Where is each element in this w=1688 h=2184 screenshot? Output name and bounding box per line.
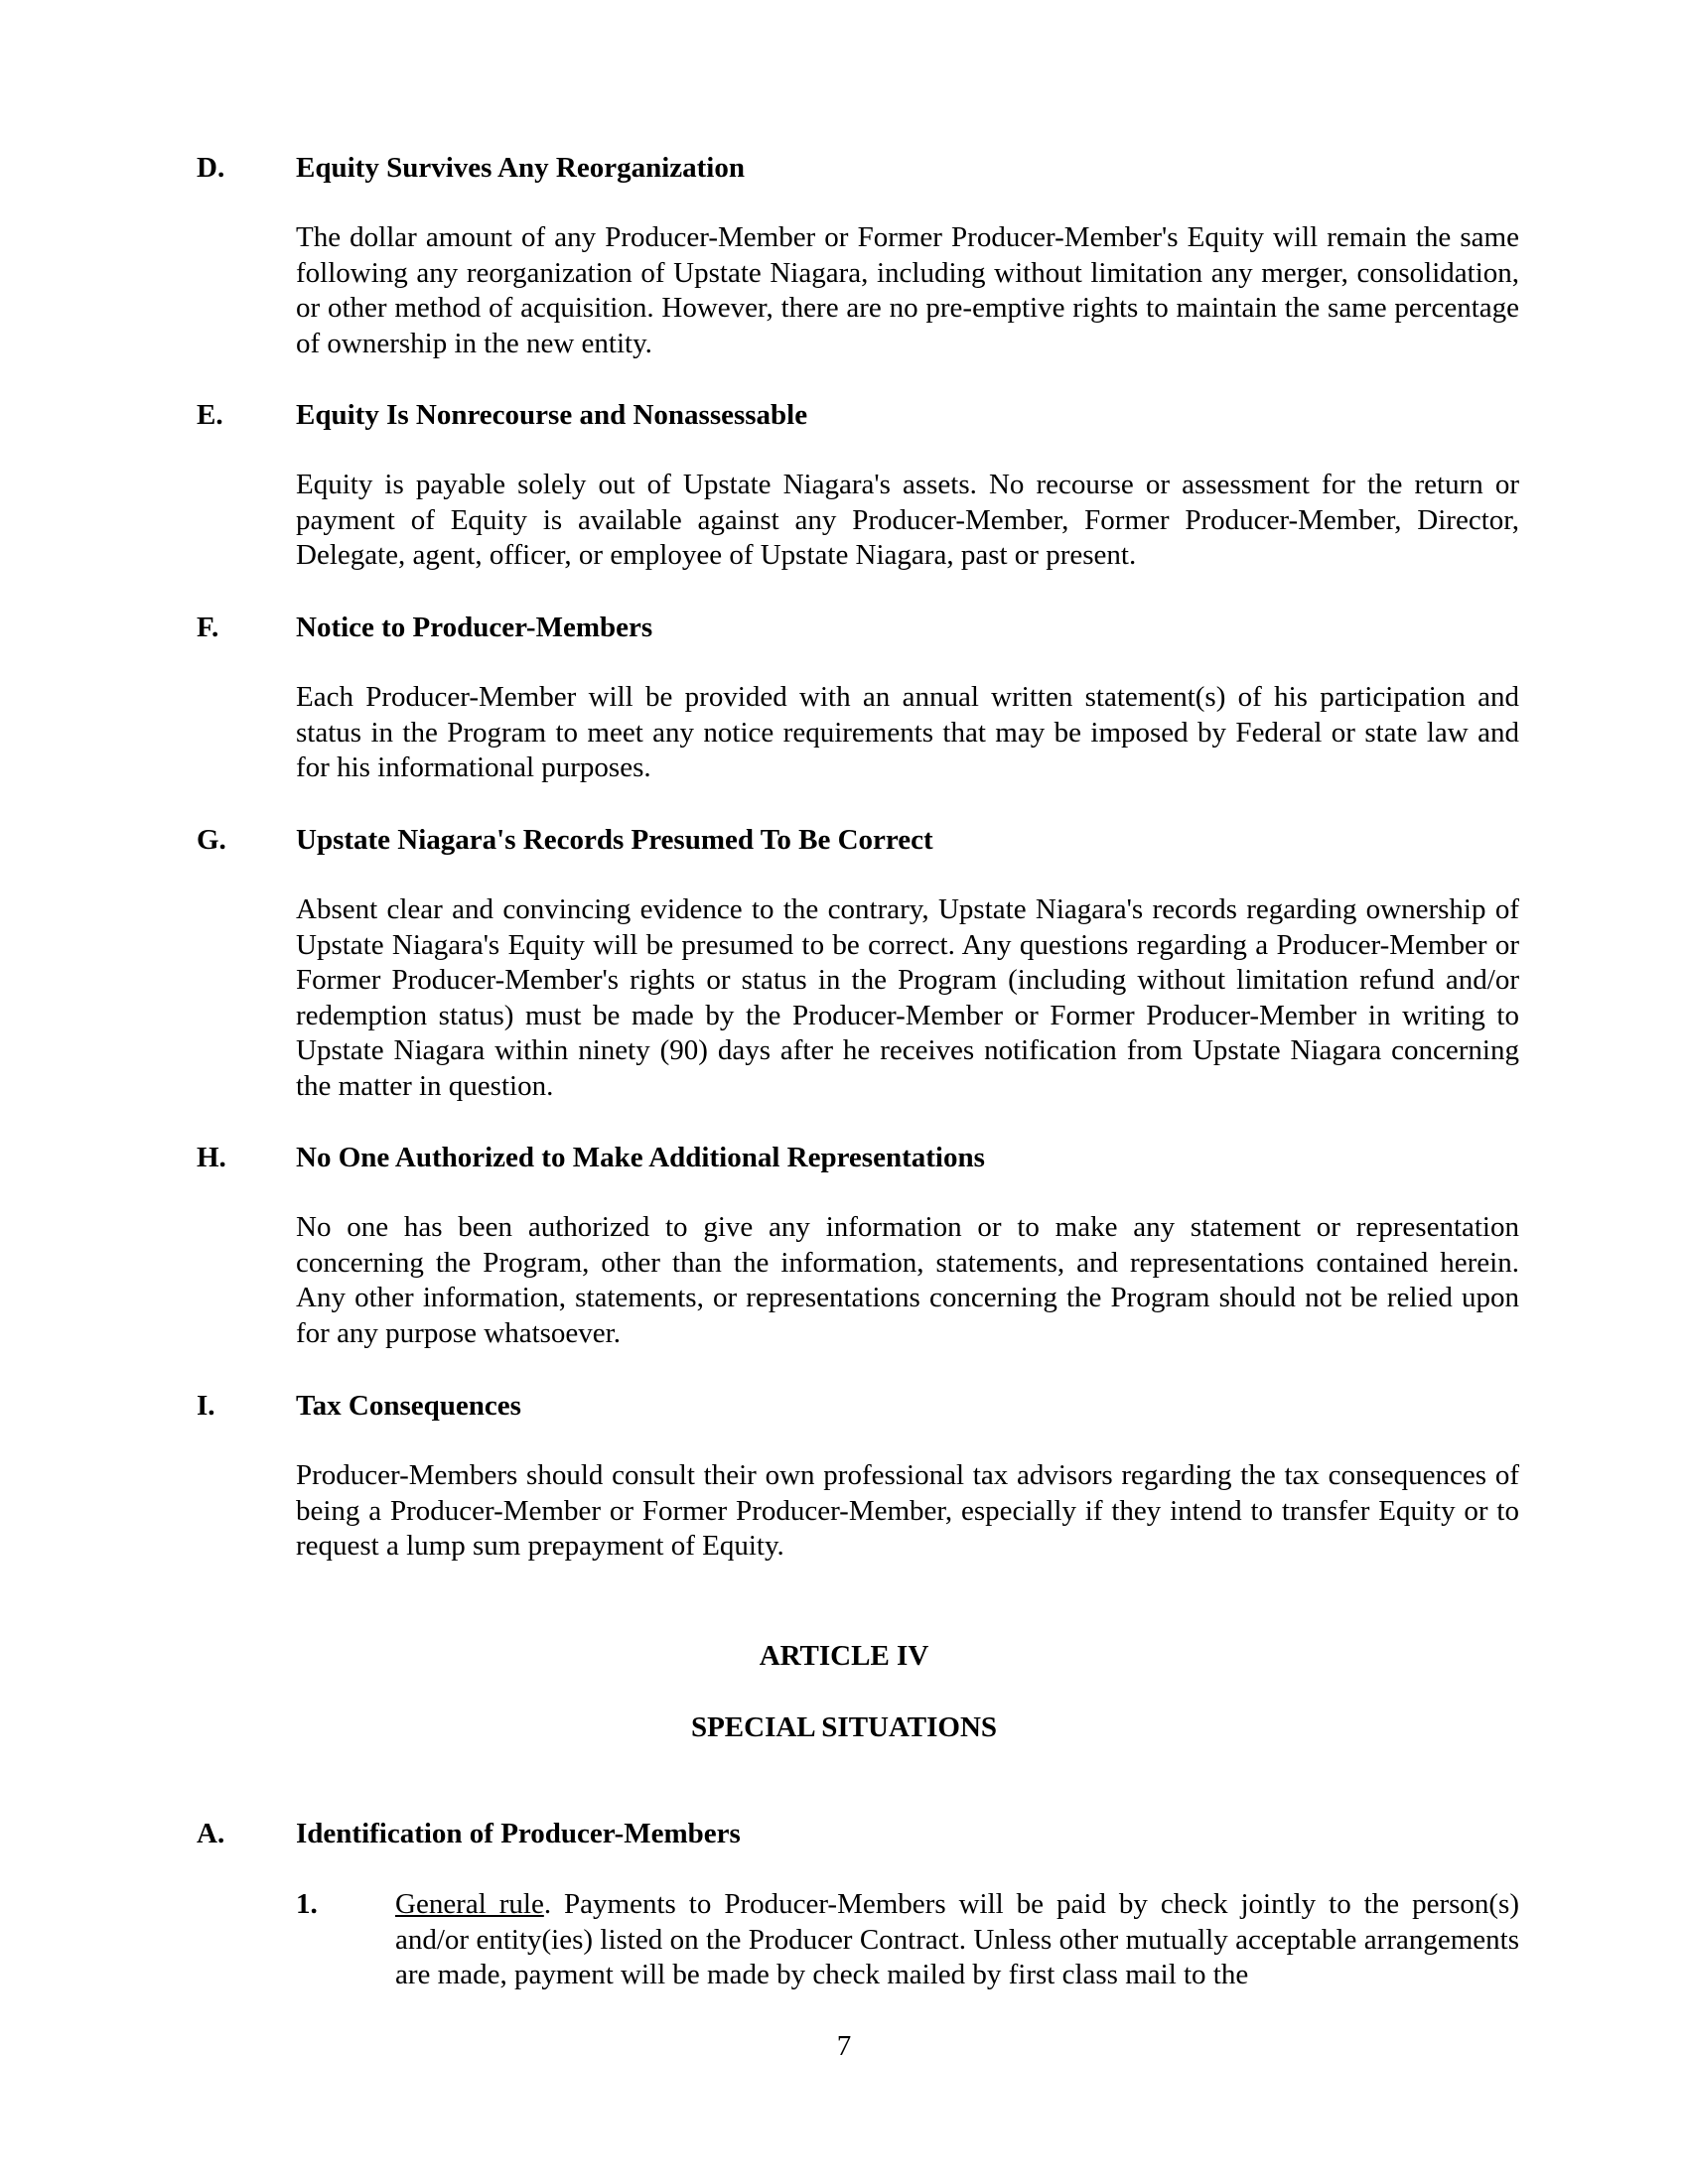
numbered-item [296,1887,1519,1993]
section-heading [197,610,1519,645]
section-paragraph: The dollar amount of any Producer-Member or Former Producer-Member's Equity will remain the same following any reorganization of Upstate Niagara, including without limitation any merger, consolidation, or other method of acquisition. However, there are no pre-emptive rights to maintain the same percentage of ownership in the new entity. [296,221,1519,359]
section-heading [197,1388,1519,1424]
article-section-a [197,1816,1519,1851]
section-heading [197,397,1519,433]
section-letter: D. [197,152,225,184]
section-letter: F. [197,612,219,643]
section-letter: A. [197,1818,225,1849]
section-title: Equity Survives Any Reorganization [296,152,745,184]
section-title: Equity Is Nonrecourse and Nonassessable [296,399,808,431]
item-paragraph [395,1887,1519,1993]
section-paragraph: Producer-Members should consult their own professional tax advisors regarding the tax consequences of being a Producer-Member or Former Producer-Member, especially if they intend to transfer Equity or to request a lump sum prepayment of Equity. [296,1459,1519,1562]
section-title: Tax Consequences [296,1390,521,1422]
page-number: 7 [836,2030,852,2062]
section-heading [197,822,1519,858]
section-heading [197,1816,1519,1851]
section-d [197,150,1519,361]
section-title: Identification of Producer-Members [296,1818,741,1849]
section-title: Notice to Producer-Members [296,612,653,643]
section-heading [197,150,1519,186]
article-title: SPECIAL SITUATIONS [690,1711,998,1743]
section-heading [197,1140,1519,1175]
section-letter: E. [197,399,223,431]
section-i [197,1388,1519,1565]
section-title: Upstate Niagara's Records Presumed To Be Correct [296,824,933,856]
section-letter: H. [197,1142,226,1173]
article-number: ARTICLE IV [759,1640,929,1672]
item-rule-label: General rule [395,1888,544,1920]
item-number: 1. [296,1888,318,1920]
item-text: . Payments to Producer-Members will be paid by check jointly to the person(s) and/or entity(ies) listed on the Producer Contract. Unless other mutually acceptable arrangements are made, payment will be made by check mailed by first class mail to the [395,1888,1519,1990]
section-e [197,397,1519,574]
section-letter: I. [197,1390,215,1422]
section-title: No One Authorized to Make Additional Representations [296,1142,985,1173]
section-g [197,822,1519,1104]
section-paragraph: Equity is payable solely out of Upstate Niagara's assets. No recourse or assessment for the return or payment of Equity is available against any Producer-Member, Former Producer-Member, Director, Delegate, agent, officer, or employee of Upstate Niagara, past or present. [296,469,1519,571]
section-h [197,1140,1519,1351]
section-paragraph: No one has been authorized to give any information or to make any statement or representation concerning the Program, other than the information, statements, and representations contained herein. Any other information, statements, or representations concerning the Program should not be relied upon for any purpose whatsoever. [296,1211,1519,1349]
section-paragraph: Each Producer-Member will be provided with an annual written statement(s) of his participation and status in the Program to meet any notice requirements that may be imposed by Federal or state law and for his informational purposes. [296,681,1519,783]
section-paragraph: Absent clear and convincing evidence to the contrary, Upstate Niagara's records regarding ownership of Upstate Niagara's Equity will be presumed to be correct. Any questions regarding a Producer-Member or Former Producer-Member's rights or status in the Program (including without limitation refund and/or redemption status) must be made by the Producer-Member or Former Producer-Member in writing to Upstate Niagara within ninety (90) days after he receives notification from Upstate Niagara concerning the matter in question. [296,893,1519,1102]
section-f [197,610,1519,786]
section-letter: G. [197,824,226,856]
